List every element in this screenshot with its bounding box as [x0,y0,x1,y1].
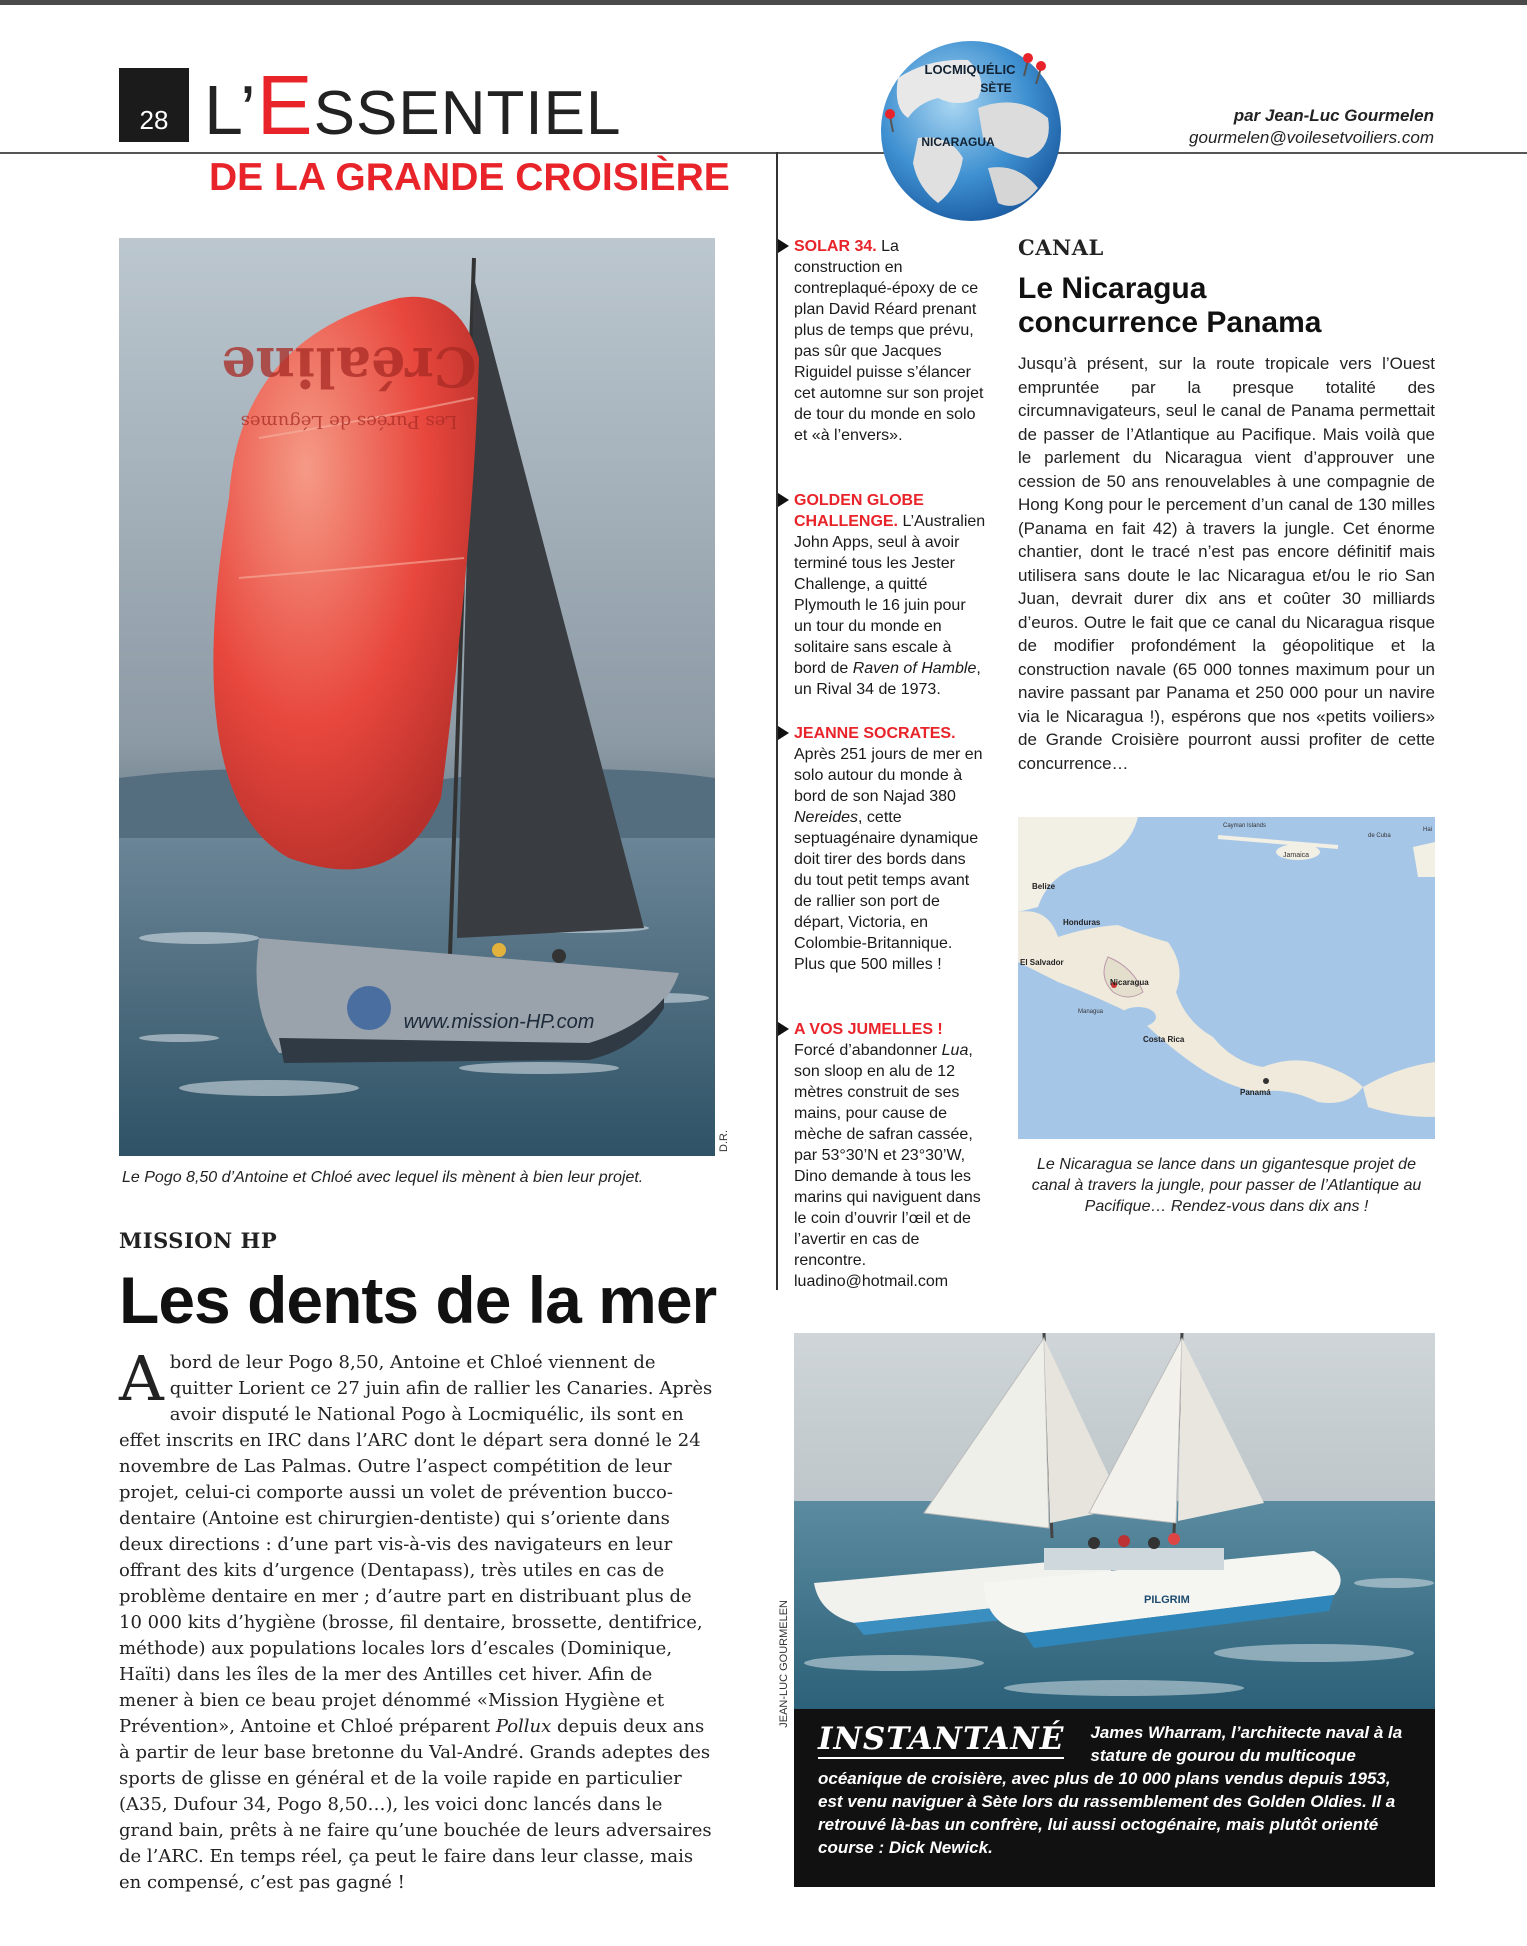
map-label-cuba: de Cuba [1368,833,1391,839]
masthead [204,60,621,159]
brief-golden-globe [794,490,987,700]
brief-tag: SOLAR 34. [794,238,877,255]
catamaran-photo [794,1333,1435,1709]
main-photo-caption: Le Pogo 8,50 d’Antoine et Chloé avec lequel ils mènent à bien leur projet. [122,1169,644,1186]
canal-kicker: CANAL [1018,235,1104,260]
map-graphic [1018,817,1435,1139]
instantane-text [818,1721,1414,1859]
section-subtitle: DE LA GRANDE CROISIÈRE [209,156,730,199]
brief-jeanne-socrates [794,723,987,975]
mission-body-italic: Pollux [495,1716,552,1737]
brief-text: La construction en contreplaqué-époxy de ce plan David Réard prenant plus de temps que prévu, pas sûr que Jacques Riguidel puisse s’élancer cet automne sur son projet de tour du monde en solo et «à l’envers». [794,238,984,444]
map-label-costa-rica: Costa Rica [1143,1035,1185,1044]
brief-text-end: , un Rival 34 de 1973. [794,660,981,698]
brief-italic: Lua [941,1042,969,1059]
map-label-nicaragua: Nicaragua [1110,978,1149,987]
sailboat-photo [119,238,715,1156]
brief-tag: JEANNE SOCRATES. [794,725,956,742]
globe-label-locmiquelic: LOCMIQUÉLIC [924,62,1016,77]
canal-body: Jusqu’à présent, sur la route tropicale vers l’Ouest empruntée par la presque totalité des circumnavigateurs, seul le canal de Panama permettait de passer de l’Atlantique au Pacifique. Mais voilà que le parlement du Nicaragua vient d’approuver une cession de 50 ans renouvelables à une compagnie de Hong Kong pour le percement d’un canal de 130 milles (Panama en fait 42) à travers la jungle. Cet énorme chantier, dont le tracé n’est pas encore définitif mais utilisera sans doute le lac Nicaragua et/ou le rio San Juan, devrait durer dix ans et coûter 30 milliards d’euros. Outre le fait que ce canal du Nicaragua risque de modifier profondément la géopolitique et la construction navale (65 000 tonnes maximum pour un navire passant par Panama et 250 000 pour un navire via le Nicaragua !), espérons que nos «petits voiliers» de Grande Croisière pourront aussi profiter de cette concurrence… [1018,354,1435,773]
dropcap: A [119,1342,164,1415]
brief-a-vos-jumelles [794,1019,987,1292]
map-label-panama: Panamá [1240,1088,1271,1097]
catamaran-hull-lettering: PILGRIM [1144,1594,1190,1606]
globe-label-nicaragua: NICARAGUA [921,135,995,149]
map-caption: Le Nicaragua se lance dans un gigantesque projet de canal à travers la jungle, pour passer de l’Atlantique au Pacifique… Rendez-vous dans dix ans ! [1031,1156,1422,1215]
brief-italic: Nereides [794,809,859,826]
photo-credit: D.R. [718,1130,730,1152]
map-label-cayman: Cayman Islands [1223,823,1267,829]
globe-map-icon [878,38,1064,224]
mission-kicker: MISSION HP [119,1228,278,1253]
canal-headline-line2: concurrence Panama [1018,306,1322,339]
brief-text: L’Australien John Apps, seul à avoir terminé tous les Jester Challenge, a quitté Plymouth le 16 juin pour un tour du monde en solitaire sans escale à bord de [794,513,986,677]
map-label-managua: Managua [1078,1009,1104,1015]
map-label-honduras: Honduras [1063,918,1101,927]
brief-text-end: , cette septuagénaire dynamique doit tirer des bords dans du tout petit temps avant de rallier son port de départ, Victoria, en Colombie-Britannique. Plus que 500 milles ! [794,809,979,973]
catamaran-graphic [794,1333,1435,1709]
instantane-body: James Wharram, l’architecte naval à la stature de gourou du multicoque océanique de croisière, avec plus de 10 000 plans vendus depuis 1953, est venu naviguer à Sète lors du rassemblement des Golden Oldies. Il a retrouvé là-bas un confrère, lui aussi octogénaire, mais plutôt orienté course : Dick Newick. [818,1723,1403,1857]
map-label-jamaica: Jamaica [1283,852,1310,859]
mission-body [119,1342,715,1896]
author-name: par Jean-Luc Gourmelen [1233,106,1434,125]
instantane-title: INSTANTANÉ [818,1721,1065,1757]
instantane-content [818,1721,1527,1859]
sail-lettering: Créaline [221,335,477,399]
brief-tag: GOLDEN GLOBE CHALLENGE. [794,492,924,530]
instantane-box [794,1709,1435,1887]
instant-photo-credit: JEAN-LUC GOURMELEN [778,1600,790,1728]
masthead-e: E [256,58,314,152]
canal-headline-line1: Le Nicaragua [1018,272,1207,305]
sail-lettering-small: Les Purées de Légumes [240,411,458,432]
mission-body-end: depuis deux ans à partir de leur base bretonne du Val-André. Grands adeptes des sports de glisse en général et de la voile rapide en particulier (A35, Dufour 34, Pogo 8,50…), les voici donc lancés dans le grand bain, prêts à ne faire qu’une bouchée de leurs adversaires de l’ARC. En temps réel, ça peut le faire dans leur classe, mais en compensé, c’est pas gagné ! [119,1716,712,1893]
brief-solar [794,236,987,446]
map-label-hai: Hai [1423,827,1433,833]
masthead-l: L’ [204,71,257,149]
brief-text-end: , son sloop en alu de 12 mètres construit de ses mains, pour cause de mèche de safran cassée, par 53°30’N et 23°30’W, Dino demande à tous les marins qui naviguent dans le coin d’ouvrir l’œil et de l’avertir en cas de rencontre. luadino@hotmail.com [794,1042,981,1290]
hull-lettering: www.mission-HP.com [403,1011,595,1033]
author-email: gourmelen@voilesetvoiliers.com [1189,128,1434,147]
main-photo [119,238,715,1156]
canal-headline [1018,272,1321,340]
bullet-arrow-icon [778,726,789,740]
mission-headline: Les dents de la mer [119,1263,717,1337]
central-america-map [1018,817,1435,1139]
brief-text: Forcé d’abandonner [794,1042,942,1059]
author-block [1189,105,1434,149]
brief-text: Après 251 jours de mer en solo autour du monde à bord de son Najad 380 [794,746,983,805]
bullet-arrow-icon [778,493,789,507]
globe-label-sete: SÈTE [980,81,1012,95]
column-rule [776,152,778,1290]
bullet-arrow-icon [778,1022,789,1036]
mission-body-text: bord de leur Pogo 8,50, Antoine et Chloé viennent de quitter Lorient ce 27 juin afin de rallier les Canaries. Après avoir disputé le National Pogo à Locmiquélic, ils sont en effet inscrits en IRC dans l’ARC dont le départ sera donné le 24 novembre de Las Palmas. Outre l’aspect compétition de leur projet, celui-ci comporte aussi un volet de prévention bucco-dentaire (Antoine est chirurgien-dentiste) qui s’oriente dans deux directions : d’une part vis-à-vis des navigateurs en leur offrant des kits d’urgence (Dentapass), très utiles en cas de problème dentaire en mer ; d’autre part en distribuant plus de 10 000 kits d’hygiène (brosse, fil dentaire, brossette, dentifrice, méthode) aux populations locales lors d’escales (Dominique, Haïti) dans les îles de la mer des Antilles cet hiver. Afin de mener à bien ce beau projet dénommé «Mission Hygiène et Prévention», Antoine et Chloé préparent [119,1352,713,1737]
brief-tag: A VOS JUMELLES ! [794,1021,943,1038]
map-label-el-salvador: El Salvador [1020,958,1064,967]
masthead-rest: SSENTIEL [313,79,622,148]
top-border [0,0,1527,5]
bullet-arrow-icon [778,239,789,253]
brief-italic: Raven of Hamble [852,660,977,677]
map-label-belize: Belize [1032,882,1056,891]
page-number: 28 [119,68,189,142]
